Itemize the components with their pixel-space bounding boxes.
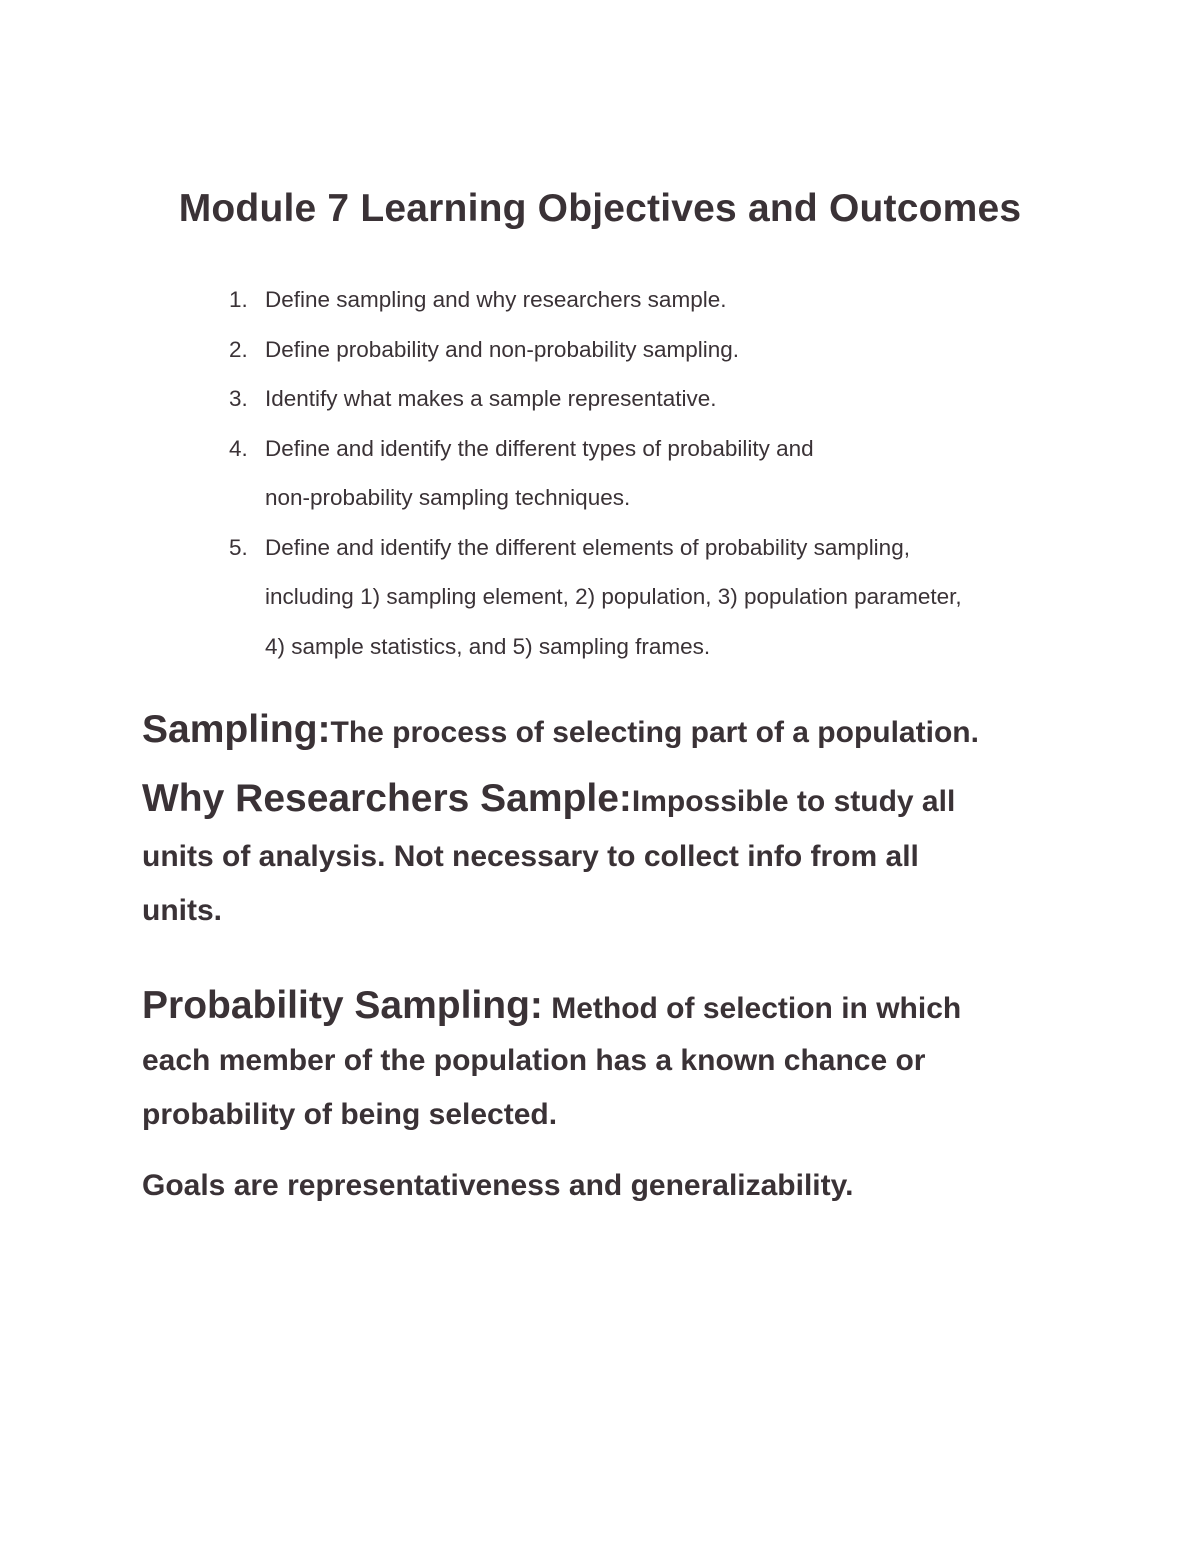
probability-sampling-text: probability of being selected. bbox=[142, 1098, 558, 1131]
definitions-section bbox=[142, 700, 1102, 1206]
objectives-list bbox=[229, 275, 1109, 671]
objective-text bbox=[265, 275, 1109, 325]
objective-line: Define and identify the different elements of probability sampling, bbox=[265, 534, 910, 560]
probability-sampling-definition bbox=[142, 978, 1102, 1142]
sampling-definition bbox=[142, 700, 1102, 768]
objective-text bbox=[265, 374, 1109, 424]
probability-sampling-term: Probability Sampling: bbox=[142, 984, 543, 1027]
objective-line: Identify what makes a sample representative. bbox=[265, 386, 717, 411]
objective-line: 4) sample statistics, and 5) sampling frames. bbox=[265, 633, 711, 659]
why-sample-definition bbox=[142, 768, 1102, 938]
objective-line: Define probability and non-probability sampling. bbox=[265, 336, 740, 362]
objective-line: Define sampling and why researchers sample. bbox=[265, 287, 727, 312]
why-sample-text: units. bbox=[142, 894, 222, 927]
why-sample-text: Impossible to study all bbox=[631, 785, 956, 818]
objective-number: 2. bbox=[229, 336, 248, 362]
objective-text bbox=[265, 424, 1109, 523]
objective-number: 3. bbox=[229, 386, 248, 411]
objective-line: non-probability sampling techniques. bbox=[265, 485, 631, 510]
objective-item bbox=[229, 523, 1109, 672]
objective-number: 5. bbox=[229, 534, 248, 560]
why-sample-term: Why Researchers Sample: bbox=[142, 777, 632, 820]
why-sample-text: units of analysis. Not necessary to collect info from all bbox=[142, 840, 919, 873]
objective-text bbox=[265, 325, 1109, 375]
objective-item bbox=[229, 424, 1109, 523]
goals-statement: Goals are representativeness and generalizability. bbox=[142, 1169, 854, 1202]
objective-number: 4. bbox=[229, 435, 248, 461]
objective-item bbox=[229, 275, 1109, 325]
page-title: Module 7 Learning Objectives and Outcomes bbox=[178, 187, 1022, 230]
probability-sampling-text: Method of selection in which bbox=[542, 992, 962, 1025]
objective-item bbox=[229, 374, 1109, 424]
objective-number: 1. bbox=[229, 287, 248, 312]
objective-line: Define and identify the different types of probability and bbox=[265, 435, 814, 461]
objective-text bbox=[265, 523, 1109, 672]
objective-line: including 1) sampling element, 2) population, 3) population parameter, bbox=[265, 584, 962, 609]
sampling-text: The process of selecting part of a population. bbox=[330, 716, 979, 749]
sampling-term: Sampling: bbox=[142, 708, 331, 751]
probability-sampling-text: each member of the population has a known chance or bbox=[142, 1044, 926, 1077]
objective-item bbox=[229, 325, 1109, 375]
